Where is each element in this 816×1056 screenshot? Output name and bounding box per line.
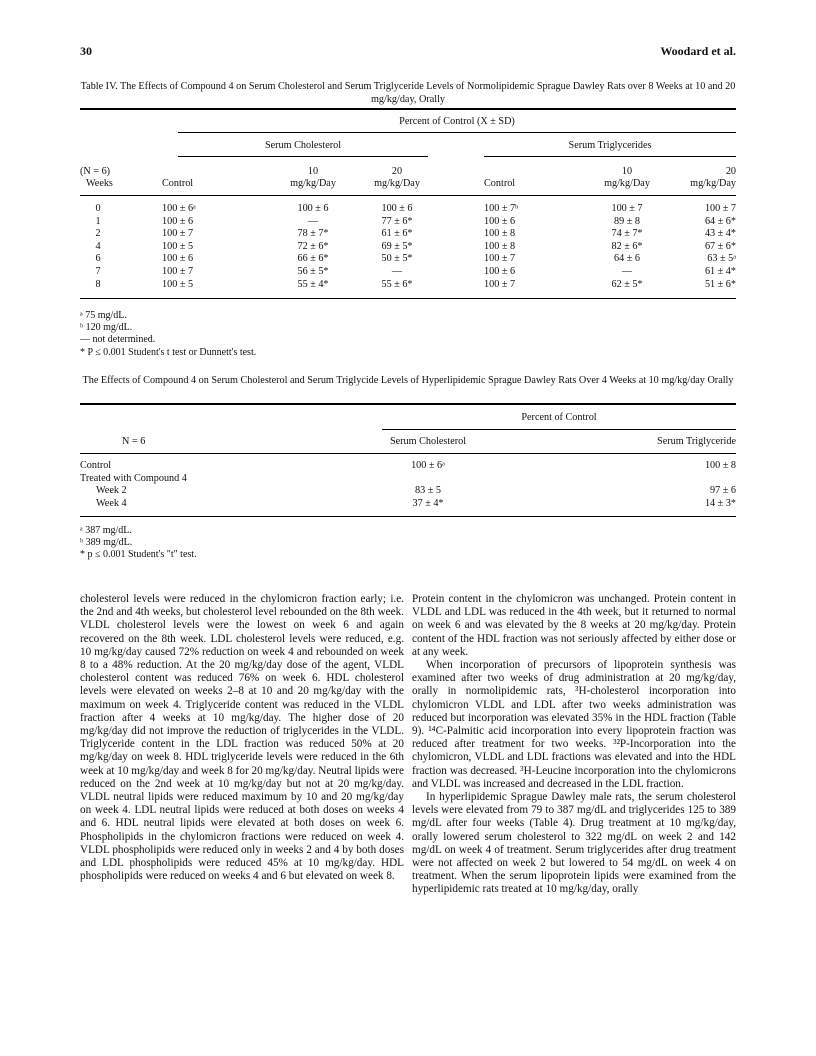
footnote: ᵃ 75 mg/dL. xyxy=(80,310,127,321)
table4-value-cell: 56 ± 5* xyxy=(297,266,329,277)
footnote: ᵇ 389 mg/dL. xyxy=(80,537,133,549)
table-hyper-col-triglyceride: Serum Triglyceride xyxy=(657,436,736,447)
table4-value-cell: 62 ± 5* xyxy=(611,278,643,290)
table4-value-cell: 72 ± 6* xyxy=(297,240,329,252)
table4-value-cell: 100 ± 7ᵇ xyxy=(484,203,519,214)
table-hyper-row-label: Control xyxy=(80,460,112,471)
table4-value-cell: — xyxy=(307,215,319,227)
table-hyper-rowhead: N = 6 xyxy=(122,436,146,447)
table-hyper-row-label: Treated with Compound 4 xyxy=(80,472,187,484)
table4-value-cell: 100 ± 7 xyxy=(704,203,736,214)
table4-col-header: mg/kg/Day xyxy=(374,178,420,189)
table4-value-cell: 67 ± 6* xyxy=(704,240,736,252)
table4-value-cell: — xyxy=(621,266,633,277)
table4-value-cell: 100 ± 7 xyxy=(611,203,643,214)
table4-col-header: mg/kg/Day xyxy=(604,178,650,189)
table4-value-cell: 55 ± 6* xyxy=(381,278,413,290)
body-left-column xyxy=(80,593,404,883)
table4-col-header: Control xyxy=(162,178,194,189)
table4-bottom-rule xyxy=(80,298,736,299)
table4-value-cell: 43 ± 4* xyxy=(704,228,736,240)
table-hyper-bottom-rule xyxy=(80,516,736,517)
table4-group-triglycerides: Serum Triglycerides xyxy=(568,140,652,151)
table4-value-cell: 64 ± 6* xyxy=(704,215,736,227)
table4-value-cell: 100 ± 6 xyxy=(162,215,194,227)
table4-value-cell: 77 ± 6* xyxy=(381,215,413,227)
table4-value-cell: 78 ± 7* xyxy=(297,228,329,240)
table-hyper-triglyceride-cell: 14 ± 3* xyxy=(704,497,736,509)
table4-col-header: 10 xyxy=(307,166,319,177)
table-hyper-span-header: Percent of Control xyxy=(521,412,597,423)
table4-col-header: mg/kg/Day xyxy=(690,178,736,189)
table-hyper-cholesterol-cell: 37 ± 4* xyxy=(412,497,444,509)
table4-week-cell: 8 xyxy=(95,278,101,290)
table4-value-cell: 100 ± 6 xyxy=(297,203,329,214)
table-hyper-triglyceride-cell: 97 ± 6 xyxy=(710,485,736,497)
table4-value-cell: 63 ± 5ᵃ xyxy=(707,253,736,265)
table4-value-cell: 100 ± 5 xyxy=(162,240,194,252)
table4-value-cell: 50 ± 5* xyxy=(381,253,413,265)
table4-value-cell: 100 ± 6 xyxy=(381,203,413,214)
body-paragraph: cholesterol levels were reduced in the chylomicron fraction early; i.e. the 2nd and 4th weeks, but cholesterol level rebounded on the 8th week. VLDL cholesterol levels were the lowest on week 6 and again recovered on the 8th week. LDL cholesterol levels were reduced, e.g. 10 mg/kg/day caused 72% reduction on week 4 and rebounded on week 8 to a 48% reduction. At the 20 mg/kg/day dose of the agent, VLDL cholesterol content was reduced 76% on week 6. HDL cholesterol levels were elevated on weeks 2–8 at 10 and 20 mg/kg/day with the maximum on week 4. Triglyceride content was reduced in the VLDL fraction after 4 weeks at 10 mg/kg/day. The higher dose of 20 mg/kg/day did not improve the reduction of triglycerides in the VLDL. Triglyceride content in the LDL fraction was reduced 50% at 20 mg/kg/day on week 8. HDL triglyceride levels were reduced in the 6th week at 10 mg/kg/day and week 8 for 20 mg/kg/day. Neutral lipids were reduced on the 2nd week at 10 mg/kg/day but not at 20 mg/kg/day. VLDL neutral lipids were reduced maximum by 10 and 20 mg/kg/day on week 4. LDL neutral lipids were reduced at both doses on weeks 4 and 6. HDL neutral lipids were elevated at both doses on week 6. Phospholipids in the chylomicron fractions were reduced on week 4. VLDL phospholipids were reduced only in weeks 2 and 4 by both doses and LDL phospholipids were reduced 45% at 10 mg/kg/day. HDL phospholipids were reduced on weeks 4 and 6 but elevated on week 8. xyxy=(80,593,404,883)
footnote: ᵃ 387 mg/dL. xyxy=(80,525,132,536)
table-hyper-row-label: Week 2 xyxy=(96,485,127,497)
table4-value-cell: 69 ± 5* xyxy=(381,240,413,252)
table4-week-cell: 2 xyxy=(95,228,101,240)
table4-tg-rule xyxy=(484,156,736,157)
table4-value-cell: 100 ± 8 xyxy=(484,228,516,240)
page-header xyxy=(80,44,736,60)
table4-week-cell: 0 xyxy=(95,203,101,214)
body-paragraph: Protein content in the chylomicron was unchanged. Protein content in VLDL and LDL was reduced in the 4th week, but it returned to normal on week 6 and was elevated by the 8 weeks at 20 mg/kg/day. Protein content of the HDL fraction was not seriously affected by either dose or at any week. xyxy=(412,593,736,658)
table4-group-cholesterol: Serum Cholesterol xyxy=(264,140,342,151)
table4-value-cell: 100 ± 7 xyxy=(162,266,194,277)
table-hyper-cholesterol-cell: 100 ± 6ᵃ xyxy=(411,460,445,471)
table4-value-cell: 66 ± 6* xyxy=(297,253,329,265)
footnote: ᵇ 120 mg/dL. xyxy=(80,322,133,334)
table4-value-cell: 82 ± 6* xyxy=(611,240,643,252)
table4-col-header: Control xyxy=(484,178,516,189)
table4-value-cell: 100 ± 7 xyxy=(484,278,516,290)
body-paragraph: In hyperlipidemic Sprague Dawley male rats, the serum cholesterol levels were elevated from 79 to 387 mg/dL and triglycerides 125 to 389 mg/dL after four weeks (Table 4). Drug treatment at 10 mg/kg/day, orally lowered serum cholesterol to 322 mg/dL on week 2 and 142 mg/dL on week 4 of treatment. Serum triglycerides after drug treatment were not affected on week 2 but lowered to 54 mg/dL on week 4 on treatment. When the serum lipoprotein lipids were examined from the hyperlipidemic rats treated at 10 mg/kg/day, orally xyxy=(412,791,736,896)
table-hyper-top-rule xyxy=(80,403,736,405)
table4-header-rule xyxy=(80,195,736,196)
table4-caption: Table IV. The Effects of Compound 4 on Serum Cholesterol and Serum Triglyceride Levels of Normolipidemic Sprague Dawley Rats over 8 Weeks at 10 and 20 mg/kg/day, Orally xyxy=(80,81,736,105)
table4-col-header: 20 xyxy=(725,166,736,177)
table4-value-cell: 100 ± 8 xyxy=(484,240,516,252)
table4-value-cell: 100 ± 6ᵃ xyxy=(162,203,196,214)
table-hyper-cholesterol-cell: 83 ± 5 xyxy=(415,485,441,497)
body-paragraph: When incorporation of precursors of lipoprotein synthesis was examined after two weeks of drug administration at 20 mg/kg/day, orally in normolipidemic rats, ³H-cholesterol incorporation into chylomicron VLDL and LDL after two weeks administration was reduced but incorporation was elevated 35% in the HDL fraction (Table 9). ¹⁴C-Palmitic acid incorporation into every lipoprotein fraction was reduced after treatment for two weeks. ³²P-Incorporation into the chylomicron, VLDL and LDL fractions was elevated and into the HDL fraction was decreased. ³H-Leucine incorporation into the chylomicrons and VLDL was increased and decreased in the LDL fraction. xyxy=(412,659,736,790)
table-hyper-triglyceride-cell: 100 ± 8 xyxy=(704,460,736,471)
table4-value-cell: 100 ± 7 xyxy=(162,228,194,240)
table4-week-cell: 1 xyxy=(95,215,101,227)
table4-col-header: 10 xyxy=(621,166,633,177)
table4-value-cell: 100 ± 6 xyxy=(484,266,516,277)
table4-value-cell: 74 ± 7* xyxy=(611,228,643,240)
table4-footnotes xyxy=(80,310,480,359)
table4-value-cell: 100 ± 6 xyxy=(484,215,516,227)
table4-span-header: Percent of Control (X ± SD) xyxy=(399,116,515,127)
running-head: Woodard et al. xyxy=(660,44,736,58)
footnote: * p ≤ 0.001 Student's "t" test. xyxy=(80,549,197,561)
table4-value-cell: 100 ± 5 xyxy=(162,278,194,290)
table4-value-cell: 100 ± 6 xyxy=(162,253,194,265)
table-hyper-row-label: Week 4 xyxy=(96,497,127,509)
table4-rowhead-n: (N = 6) xyxy=(80,166,111,177)
table4-value-cell: 61 ± 4* xyxy=(704,266,736,277)
table4-top-rule xyxy=(80,108,736,110)
table4-value-cell: 55 ± 4* xyxy=(297,278,329,290)
table-hyper-header-rule xyxy=(80,453,736,454)
page-number: 30 xyxy=(80,44,92,58)
table4-value-cell: 89 ± 8 xyxy=(614,215,640,227)
footnote: — not determined. xyxy=(80,334,156,346)
table-hyper-span-rule xyxy=(382,429,736,430)
table4-rowhead-weeks: Weeks xyxy=(86,178,113,189)
body-right-column xyxy=(412,593,736,897)
table4-week-cell: 4 xyxy=(95,240,101,252)
table4-value-cell: 64 ± 6 xyxy=(614,253,640,265)
table4-week-cell: 7 xyxy=(95,266,101,277)
table-hyper-footnotes xyxy=(80,525,480,562)
table4-value-cell: — xyxy=(391,266,403,277)
table4-value-cell: 100 ± 7 xyxy=(484,253,516,265)
table4-value-cell: 51 ± 6* xyxy=(704,278,736,290)
table4-span-rule xyxy=(178,132,736,133)
table4-col-header: mg/kg/Day xyxy=(290,178,336,189)
table4-week-cell: 6 xyxy=(95,253,101,265)
table4-value-cell: 61 ± 6* xyxy=(381,228,413,240)
table4-col-header: 20 xyxy=(391,166,403,177)
table4-chol-rule xyxy=(178,156,428,157)
table-hyper-col-cholesterol: Serum Cholesterol xyxy=(389,436,467,447)
table-hyper-caption: The Effects of Compound 4 on Serum Cholesterol and Serum Triglycide Levels of Hyperlipidemic Sprague Dawley Rats Over 4 Weeks at 10 mg/kg/day Orally xyxy=(82,375,734,386)
footnote: * P ≤ 0.001 Student's t test or Dunnett's test. xyxy=(80,346,257,358)
